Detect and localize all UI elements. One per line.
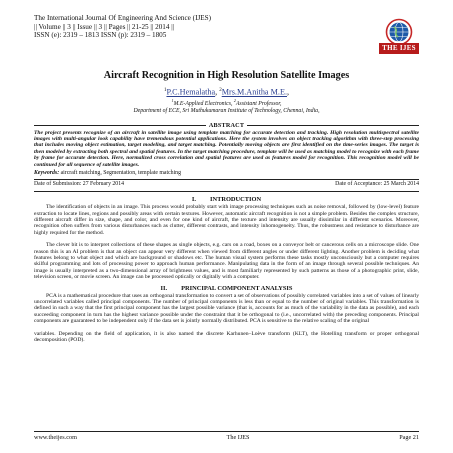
acceptance-date: Date of Acceptance: 25 March 2014 <box>335 181 419 188</box>
section-number: I. <box>191 196 196 204</box>
affiliation-marker: 2 <box>233 97 236 103</box>
divider <box>34 125 206 126</box>
footer-page-number: Page 21 <box>399 434 419 441</box>
page-footer <box>34 431 419 441</box>
section-title: INTRODUCTION <box>209 196 262 204</box>
affiliation-line <box>34 97 419 108</box>
author-separator: , <box>287 87 290 97</box>
journal-name: The International Journal Of Engineering And Science (IJES) <box>34 14 212 22</box>
author-line <box>34 86 419 97</box>
body-paragraph: The clever bit is to interpret collections of these shapes as single objects, e.g. cars on a road, boxes on a conveyor belt or cancerous cells on a microscope slide. One reason this is an AI problem is that an object can appear very different when viewed from different angles or under different lighting. Another problem is deciding what features belong to what object and which are background or shadows etc. The human visual system performs these tasks mostly unconsciously but a computer requires skilful programming and lots of processing power to approach human performance. Manipulating data in the form of an image through several possible techniques. An image is usually interpreted as a two-dimensional array of brightness values, and is most familiarly represented by such patterns as those of a photographic print, slide, television screen, or movie screen. An image can be processed optically or digitally with a computer. <box>34 242 419 281</box>
department-line: Department of ECE, Sri Muthukumaran Institute of Technology, Chennai, India, <box>133 107 320 114</box>
affiliation-marker: 1 <box>171 97 174 103</box>
author-separator: , <box>215 87 220 97</box>
divider <box>34 191 419 192</box>
body-paragraph: variables. Depending on the field of application, it is also named the discrete Karhunen–Loève transform (KLT), the Hotelling transform or proper orthogonal decomposition (POD). <box>34 330 419 343</box>
journal-issue-line: || Volume || 3 || Issue || 3 || Pages || 21-25 || 2014 || <box>34 22 175 31</box>
logo-banner: THE IJES <box>379 43 419 54</box>
keywords-text: aircraft matching, Segmentation, template matching <box>59 170 181 177</box>
author-name-link[interactable]: P.C.Hemalatha <box>166 87 216 97</box>
journal-logo <box>379 18 419 54</box>
author-name-link[interactable]: Mrs.M.Anitha M.E. <box>221 87 287 97</box>
keywords-label: Keywords: <box>34 170 60 177</box>
footer-website-link[interactable]: www.theijes.com <box>34 434 77 441</box>
paper-title: Aircraft Recognition in High Resolution Satellite Images <box>103 70 350 81</box>
section-heading <box>34 196 419 203</box>
submission-date: Date of Submission: 27 February 2014 <box>34 181 125 188</box>
footer-journal: The IJES <box>226 434 250 441</box>
author-marker: 1 <box>163 88 167 93</box>
section-title: PRINCIPAL COMPONENT ANALYSIS <box>181 284 293 292</box>
author-marker: 2 <box>219 88 222 93</box>
journal-issn-line: ISSN (e): 2319 – 1813 ISSN (p): 2319 – 1805 <box>34 31 167 40</box>
section-number: II. <box>160 284 168 292</box>
globe-icon <box>379 18 419 46</box>
affiliation-text: Assistant Professor, <box>235 100 282 107</box>
body-paragraph: The identification of objects in an image. This process would probably start with image processing techniques such as noise removal, followed by (low-level) feature extraction to locate lines, regions and possibly areas with certain textures. However, automatic aircraft recognition is not a simple problem. Besides the complex structure, different aircraft differ in size, shape, and color, and even for one kind of aircraft, the texture and intensity are usually dissimilar in different scenarios. Moreover, recognition often suffers from various disturbances such as clutter, different contrasts, and intensity inhomogeneity. Thus, the robustness and resistance to disturbance are highly required for the method. <box>34 204 419 236</box>
section-heading <box>34 285 419 292</box>
abstract-heading <box>34 122 419 129</box>
abstract-heading-text: ABSTRACT <box>208 121 245 129</box>
divider <box>247 125 419 126</box>
abstract-text: The project presents recognize of an aircraft in satellite image using template matching for accurate detection and tracking. High resolution multispectral satellite images with multi-angular look capability have tremendous potential applications. Here the system involves an object tracking algorithm with three-step processing that includes moving object estimation, target modeling, and target matching. Potentially moving objects are first identified on the time-series images. The target is then modeled by extracting both spectral and spatial features. In the target matching procedure, template will be used as matching model to recognize with each frame by frame for accurate detection. Here, normalized cross correlation and spatial features are used as features model for recognition. This recognition model will be continued for all sequence of satellite images. <box>34 129 419 168</box>
body-paragraph: PCA is a mathematical procedure that uses an orthogonal transformation to convert a set of observations of possibly correlated variables into a set of values of linearly uncorrelated variables called principal components. The number of principal components is less than or equal to the number of original variables. This transformation is defined in such a way that the first principal component has the largest possible variance (that is, accounts for as much of the variability in the data as possible), and each succeeding component in turn has the highest variance possible under the constraint that it be orthogonal to (i.e., uncorrelated with) the preceding components. Principal components are guaranteed to be independent only if the data set is jointly normally distributed. PCA is sensitive to the relative scaling of the original <box>34 292 419 325</box>
dates-row <box>34 180 419 189</box>
keywords <box>34 170 419 177</box>
affiliation-text: M.E-Applied Electronics, <box>173 100 234 107</box>
journal-header <box>34 0 419 60</box>
